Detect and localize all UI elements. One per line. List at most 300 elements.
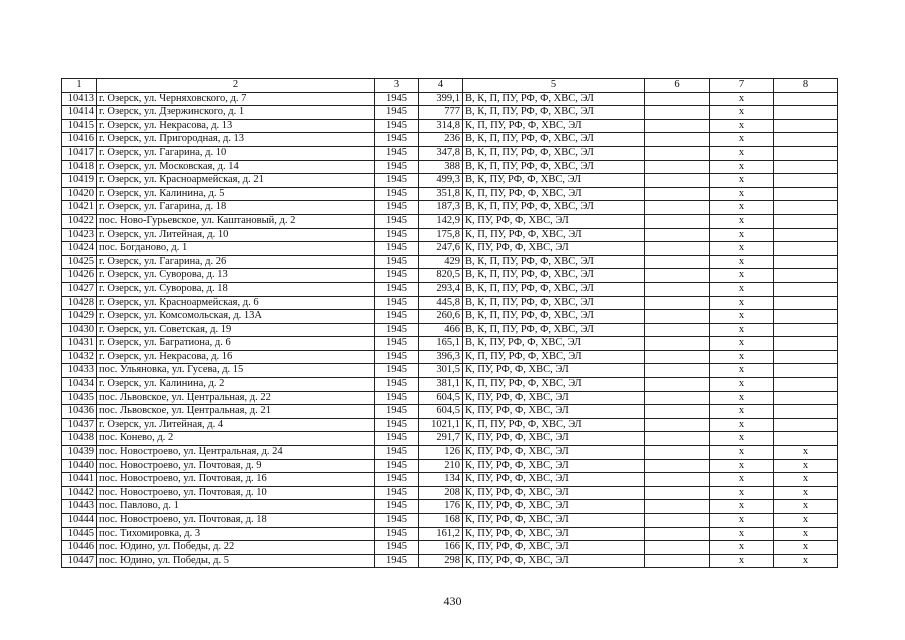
cell-services: К, ПУ, РФ, Ф, ХВС, ЭЛ [463,554,645,568]
cell-area: 126 [419,446,463,460]
cell-col8 [774,214,838,228]
cell-address: пос. Юдино, ул. Победы, д. 5 [97,554,375,568]
cell-address: г. Озерск, ул. Багратиона, д. 6 [97,337,375,351]
table-row [62,174,838,188]
cell-col8 [774,187,838,201]
cell-address: г. Озерск, ул. Суворова, д. 18 [97,282,375,296]
cell-services: К, ПУ, РФ, Ф, ХВС, ЭЛ [463,214,645,228]
table-row [62,146,838,160]
cell-col8 [774,160,838,174]
cell-year: 1945 [375,269,419,283]
cell-col8 [774,432,838,446]
table-row [62,432,838,446]
cell-address: пос. Новостроево, ул. Почтовая, д. 16 [97,473,375,487]
cell-year: 1945 [375,527,419,541]
cell-col8: х [774,527,838,541]
cell-year: 1945 [375,119,419,133]
table-body [62,79,838,568]
cell-col8 [774,391,838,405]
cell-services: К, ПУ, РФ, Ф, ХВС, ЭЛ [463,446,645,460]
cell-col7: х [710,418,774,432]
cell-year: 1945 [375,323,419,337]
cell-col7: х [710,310,774,324]
cell-col8 [774,106,838,120]
cell-address: г. Озерск, ул. Калинина, д. 5 [97,187,375,201]
cell-area: 236 [419,133,463,147]
cell-address: пос. Павлово, д. 1 [97,500,375,514]
cell-address: г. Озерск, ул. Дзержинского, д. 1 [97,106,375,120]
cell-col6 [645,554,710,568]
cell-number: 10446 [62,541,97,555]
cell-col7: х [710,119,774,133]
table-row [62,296,838,310]
cell-col8: х [774,541,838,555]
cell-number: 10426 [62,269,97,283]
cell-col6 [645,527,710,541]
cell-year: 1945 [375,296,419,310]
cell-col6 [645,174,710,188]
cell-col7: х [710,350,774,364]
cell-services: В, К, П, ПУ, РФ, Ф, ХВС, ЭЛ [463,133,645,147]
cell-col6 [645,473,710,487]
cell-address: г. Озерск, ул. Черняховского, д. 7 [97,92,375,106]
cell-area: 298 [419,554,463,568]
cell-col6 [645,323,710,337]
cell-col7: х [710,228,774,242]
cell-number: 10425 [62,255,97,269]
table-row [62,364,838,378]
cell-area: 208 [419,486,463,500]
cell-number: 10413 [62,92,97,106]
cell-col6 [645,160,710,174]
cell-number: 10443 [62,500,97,514]
cell-number: 10445 [62,527,97,541]
cell-col7: х [710,160,774,174]
cell-col7: х [710,554,774,568]
header-cell-2: 2 [97,79,375,93]
cell-col8 [774,119,838,133]
cell-col7: х [710,391,774,405]
cell-year: 1945 [375,310,419,324]
cell-address: пос. Новостроево, ул. Почтовая, д. 10 [97,486,375,500]
cell-col7: х [710,378,774,392]
table-row [62,119,838,133]
cell-col7: х [710,255,774,269]
cell-col7: х [710,92,774,106]
cell-area: 604,5 [419,405,463,419]
cell-col6 [645,391,710,405]
cell-address: г. Озерск, ул. Суворова, д. 13 [97,269,375,283]
cell-number: 10433 [62,364,97,378]
cell-year: 1945 [375,405,419,419]
cell-services: К, ПУ, РФ, Ф, ХВС, ЭЛ [463,364,645,378]
table-row [62,405,838,419]
cell-col6 [645,364,710,378]
cell-area: 247,6 [419,242,463,256]
cell-col6 [645,146,710,160]
table-row [62,459,838,473]
cell-col7: х [710,106,774,120]
cell-services: В, К, П, ПУ, РФ, Ф, ХВС, ЭЛ [463,92,645,106]
cell-col6 [645,106,710,120]
cell-col8 [774,174,838,188]
table-row [62,554,838,568]
cell-number: 10414 [62,106,97,120]
table-row [62,269,838,283]
table-row [62,255,838,269]
cell-number: 10429 [62,310,97,324]
cell-number: 10416 [62,133,97,147]
cell-address: г. Озерск, ул. Комсомольская, д. 13А [97,310,375,324]
cell-address: пос. Юдино, ул. Победы, д. 22 [97,541,375,555]
cell-number: 10421 [62,201,97,215]
table-row [62,242,838,256]
cell-col7: х [710,459,774,473]
cell-col6 [645,269,710,283]
cell-services: В, К, П, ПУ, РФ, Ф, ХВС, ЭЛ [463,160,645,174]
cell-number: 10444 [62,514,97,528]
cell-col8 [774,228,838,242]
cell-year: 1945 [375,459,419,473]
cell-col8 [774,378,838,392]
cell-col8: х [774,473,838,487]
cell-number: 10441 [62,473,97,487]
table-row [62,133,838,147]
cell-year: 1945 [375,255,419,269]
cell-col7: х [710,187,774,201]
cell-col6 [645,500,710,514]
cell-col7: х [710,527,774,541]
cell-col7: х [710,432,774,446]
table-row [62,92,838,106]
cell-col8 [774,269,838,283]
cell-col7: х [710,446,774,460]
cell-col6 [645,350,710,364]
cell-services: К, П, ПУ, РФ, Ф, ХВС, ЭЛ [463,378,645,392]
cell-col8 [774,92,838,106]
cell-address: пос. Новостроево, ул. Почтовая, д. 9 [97,459,375,473]
page-number: 430 [443,594,462,608]
cell-col8 [774,133,838,147]
cell-year: 1945 [375,160,419,174]
cell-number: 10434 [62,378,97,392]
cell-col6 [645,133,710,147]
cell-col8 [774,242,838,256]
cell-year: 1945 [375,554,419,568]
cell-number: 10442 [62,486,97,500]
cell-services: К, ПУ, РФ, Ф, ХВС, ЭЛ [463,405,645,419]
cell-address: г. Озерск, ул. Красноармейская, д. 21 [97,174,375,188]
cell-col7: х [710,541,774,555]
cell-col7: х [710,201,774,215]
cell-col8 [774,337,838,351]
cell-col6 [645,541,710,555]
cell-area: 260,6 [419,310,463,324]
table-row [62,337,838,351]
cell-number: 10427 [62,282,97,296]
cell-col8 [774,146,838,160]
cell-col8: х [774,554,838,568]
cell-number: 10415 [62,119,97,133]
cell-area: 291,7 [419,432,463,446]
cell-year: 1945 [375,337,419,351]
cell-year: 1945 [375,174,419,188]
cell-area: 161,2 [419,527,463,541]
cell-area: 134 [419,473,463,487]
cell-number: 10437 [62,418,97,432]
table-row [62,282,838,296]
cell-services: К, ПУ, РФ, Ф, ХВС, ЭЛ [463,541,645,555]
header-cell-1: 1 [62,79,97,93]
cell-col8: х [774,446,838,460]
cell-address: г. Озерск, ул. Советская, д. 19 [97,323,375,337]
table-header-row [62,79,838,93]
cell-area: 210 [419,459,463,473]
table-row [62,214,838,228]
cell-number: 10435 [62,391,97,405]
cell-services: К, П, ПУ, РФ, Ф, ХВС, ЭЛ [463,418,645,432]
cell-col6 [645,119,710,133]
cell-area: 142,9 [419,214,463,228]
cell-col7: х [710,174,774,188]
cell-col6 [645,405,710,419]
cell-area: 166 [419,541,463,555]
header-cell-7: 7 [710,79,774,93]
cell-services: В, К, П, ПУ, РФ, Ф, ХВС, ЭЛ [463,201,645,215]
cell-col6 [645,296,710,310]
cell-col6 [645,92,710,106]
cell-year: 1945 [375,500,419,514]
cell-col8 [774,282,838,296]
cell-col6 [645,214,710,228]
cell-services: В, К, П, ПУ, РФ, Ф, ХВС, ЭЛ [463,146,645,160]
cell-year: 1945 [375,391,419,405]
cell-address: пос. Тихомировка, д. 3 [97,527,375,541]
cell-address: г. Озерск, ул. Красноармейская, д. 6 [97,296,375,310]
cell-number: 10430 [62,323,97,337]
cell-year: 1945 [375,228,419,242]
cell-number: 10447 [62,554,97,568]
table-row [62,310,838,324]
table-row [62,418,838,432]
cell-col7: х [710,337,774,351]
cell-year: 1945 [375,514,419,528]
cell-col7: х [710,486,774,500]
cell-year: 1945 [375,432,419,446]
cell-col7: х [710,364,774,378]
cell-number: 10424 [62,242,97,256]
cell-services: К, ПУ, РФ, Ф, ХВС, ЭЛ [463,391,645,405]
cell-services: К, ПУ, РФ, Ф, ХВС, ЭЛ [463,473,645,487]
cell-area: 381,1 [419,378,463,392]
cell-address: г. Озерск, ул. Литейная, д. 10 [97,228,375,242]
cell-col7: х [710,323,774,337]
cell-services: В, К, П, ПУ, РФ, Ф, ХВС, ЭЛ [463,282,645,296]
cell-services: К, П, ПУ, РФ, Ф, ХВС, ЭЛ [463,119,645,133]
cell-year: 1945 [375,282,419,296]
cell-area: 499,3 [419,174,463,188]
cell-col8 [774,405,838,419]
header-cell-8: 8 [774,79,838,93]
cell-number: 10432 [62,350,97,364]
cell-col7: х [710,146,774,160]
cell-year: 1945 [375,418,419,432]
table-row [62,350,838,364]
cell-address: пос. Новостроево, ул. Почтовая, д. 18 [97,514,375,528]
cell-year: 1945 [375,473,419,487]
cell-area: 168 [419,514,463,528]
cell-col6 [645,446,710,460]
cell-col6 [645,459,710,473]
cell-year: 1945 [375,446,419,460]
cell-col8 [774,310,838,324]
cell-col7: х [710,514,774,528]
cell-col7: х [710,473,774,487]
cell-year: 1945 [375,106,419,120]
cell-col8: х [774,486,838,500]
table-row [62,486,838,500]
table-row [62,106,838,120]
cell-number: 10439 [62,446,97,460]
table-row [62,228,838,242]
cell-col8 [774,296,838,310]
cell-number: 10431 [62,337,97,351]
cell-year: 1945 [375,214,419,228]
cell-services: В, К, ПУ, РФ, Ф, ХВС, ЭЛ [463,174,645,188]
cell-address: г. Озерск, ул. Литейная, д. 4 [97,418,375,432]
cell-year: 1945 [375,350,419,364]
header-cell-5: 5 [463,79,645,93]
cell-col7: х [710,282,774,296]
cell-area: 604,5 [419,391,463,405]
cell-address: пос. Ново-Гурьевское, ул. Каштановый, д. 2 [97,214,375,228]
cell-area: 429 [419,255,463,269]
cell-number: 10422 [62,214,97,228]
cell-year: 1945 [375,92,419,106]
cell-services: В, К, ПУ, РФ, Ф, ХВС, ЭЛ [463,337,645,351]
cell-col8 [774,255,838,269]
table-row [62,514,838,528]
cell-area: 347,8 [419,146,463,160]
cell-services: К, ПУ, РФ, Ф, ХВС, ЭЛ [463,432,645,446]
cell-address: пос. Ульяновка, ул. Гусева, д. 15 [97,364,375,378]
cell-col7: х [710,500,774,514]
cell-address: г. Озерск, ул. Московская, д. 14 [97,160,375,174]
cell-services: В, К, П, ПУ, РФ, Ф, ХВС, ЭЛ [463,310,645,324]
table-row [62,541,838,555]
cell-area: 175,8 [419,228,463,242]
cell-year: 1945 [375,133,419,147]
cell-number: 10436 [62,405,97,419]
cell-col7: х [710,269,774,283]
cell-services: К, ПУ, РФ, Ф, ХВС, ЭЛ [463,459,645,473]
cell-col6 [645,187,710,201]
cell-col8: х [774,514,838,528]
cell-number: 10418 [62,160,97,174]
cell-col6 [645,228,710,242]
cell-address: пос. Богданово, д. 1 [97,242,375,256]
cell-services: К, ПУ, РФ, Ф, ХВС, ЭЛ [463,242,645,256]
cell-col6 [645,282,710,296]
cell-col6 [645,201,710,215]
cell-services: К, ПУ, РФ, Ф, ХВС, ЭЛ [463,527,645,541]
cell-col6 [645,514,710,528]
cell-area: 466 [419,323,463,337]
cell-year: 1945 [375,541,419,555]
table-row [62,473,838,487]
cell-col6 [645,486,710,500]
table-row [62,378,838,392]
cell-services: К, ПУ, РФ, Ф, ХВС, ЭЛ [463,514,645,528]
cell-number: 10440 [62,459,97,473]
cell-col7: х [710,405,774,419]
cell-number: 10417 [62,146,97,160]
table-row [62,446,838,460]
cell-area: 165,1 [419,337,463,351]
cell-col7: х [710,214,774,228]
cell-number: 10423 [62,228,97,242]
cell-area: 176 [419,500,463,514]
cell-number: 10438 [62,432,97,446]
cell-col8 [774,350,838,364]
cell-year: 1945 [375,486,419,500]
table-row [62,391,838,405]
cell-col6 [645,255,710,269]
cell-area: 1021,1 [419,418,463,432]
cell-address: пос. Конево, д. 2 [97,432,375,446]
cell-col6 [645,378,710,392]
table-row [62,160,838,174]
table-row [62,187,838,201]
table-row [62,323,838,337]
header-cell-3: 3 [375,79,419,93]
cell-year: 1945 [375,146,419,160]
cell-address: г. Озерск, ул. Пригородная, д. 13 [97,133,375,147]
cell-number: 10428 [62,296,97,310]
cell-services: К, П, ПУ, РФ, Ф, ХВС, ЭЛ [463,187,645,201]
cell-services: К, П, ПУ, РФ, Ф, ХВС, ЭЛ [463,228,645,242]
cell-col8 [774,323,838,337]
cell-area: 388 [419,160,463,174]
cell-address: г. Озерск, ул. Гагарина, д. 10 [97,146,375,160]
cell-year: 1945 [375,242,419,256]
cell-address: пос. Новостроево, ул. Центральная, д. 24 [97,446,375,460]
cell-col6 [645,432,710,446]
table-row [62,527,838,541]
cell-col6 [645,418,710,432]
cell-col8: х [774,459,838,473]
cell-services: К, ПУ, РФ, Ф, ХВС, ЭЛ [463,500,645,514]
cell-address: г. Озерск, ул. Гагарина, д. 18 [97,201,375,215]
cell-area: 301,5 [419,364,463,378]
cell-services: К, П, ПУ, РФ, Ф, ХВС, ЭЛ [463,350,645,364]
cell-area: 187,3 [419,201,463,215]
cell-address: г. Озерск, ул. Некрасова, д. 16 [97,350,375,364]
cell-address: г. Озерск, ул. Калинина, д. 2 [97,378,375,392]
cell-col6 [645,242,710,256]
cell-col8 [774,364,838,378]
cell-col8 [774,418,838,432]
cell-col7: х [710,242,774,256]
cell-year: 1945 [375,187,419,201]
cell-col8 [774,201,838,215]
cell-area: 445,8 [419,296,463,310]
cell-area: 777 [419,106,463,120]
cell-year: 1945 [375,201,419,215]
cell-number: 10420 [62,187,97,201]
cell-area: 820,5 [419,269,463,283]
cell-services: В, К, П, ПУ, РФ, Ф, ХВС, ЭЛ [463,106,645,120]
